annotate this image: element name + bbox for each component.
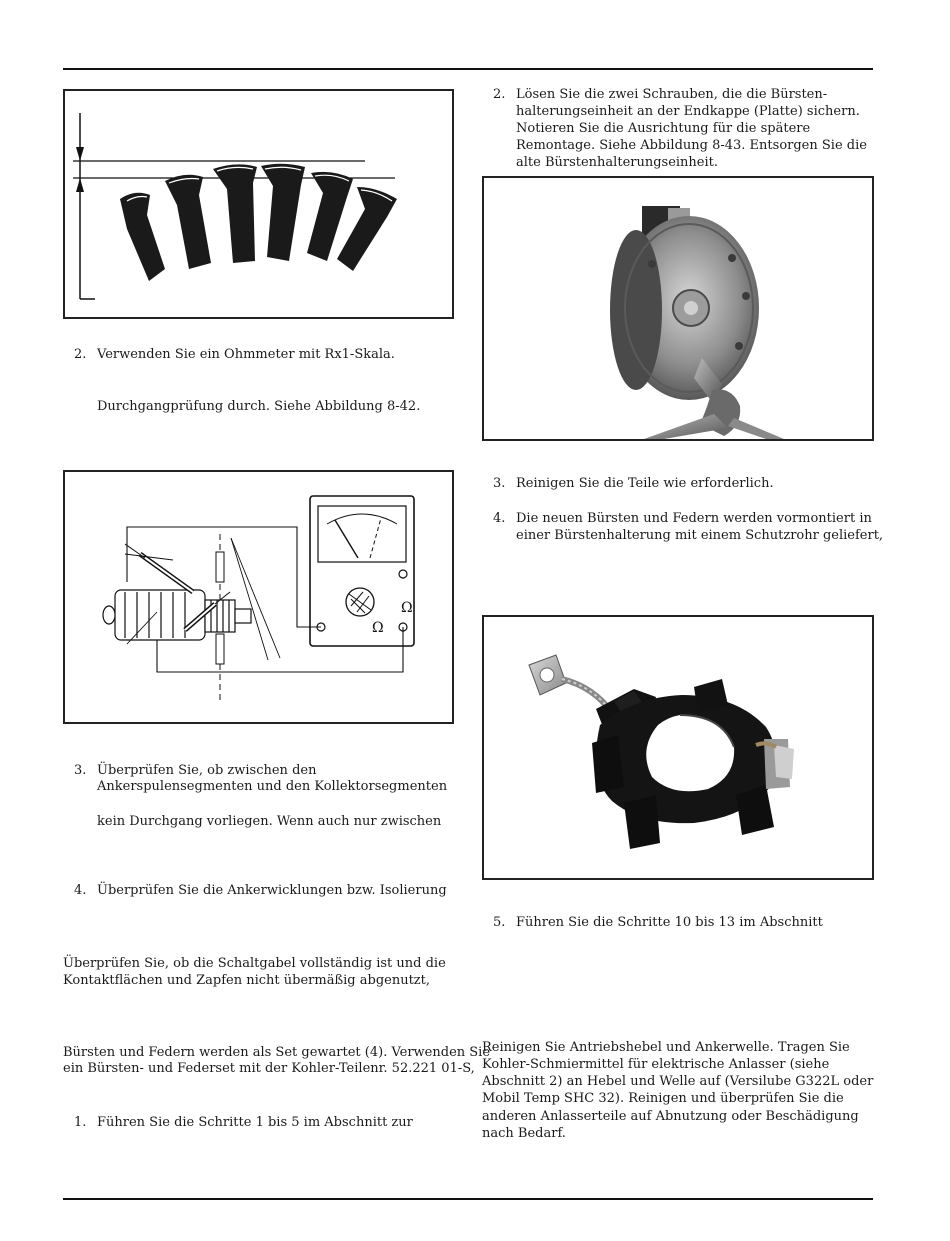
right-step-2-line-3: Notieren Sie die Ausrichtung für die spätere [516, 121, 811, 136]
right-step-4-line-1: Die neuen Bürsten und Federn werden vormontiert in [516, 511, 872, 526]
left-step-3-line-2: Ankerspulensegmenten und den Kollektorsegmenten [97, 779, 448, 794]
left-step-3-number: 3. [74, 763, 87, 778]
left-step-1-line-1: Führen Sie die Schritte 1 bis 5 im Abschnitt zur [97, 1115, 413, 1130]
right-step-3-line-1: Reinigen Sie die Teile wie erforderlich. [516, 476, 774, 491]
right-step-2-line-5: alte Bürstenhalterungseinheit. [516, 155, 719, 170]
right-step-4-number: 4. [493, 511, 506, 526]
ohmmeter-diagram [65, 472, 452, 722]
right-step-2-line-1: Lösen Sie die zwei Schrauben, die die Bürsten- [516, 87, 828, 102]
right-para-line-2: Kohler-Schmiermittel für elektrische Anlasser (siehe [482, 1057, 830, 1072]
top-rule [63, 68, 873, 70]
figure-commutator-segments [63, 89, 454, 319]
right-step-2-line-4: Remontage. Siehe Abbildung 8-43. Entsorgen Sie die [516, 138, 867, 153]
right-para-line-1: Reinigen Sie Antriebshebel und Ankerwelle. Tragen Sie [482, 1040, 850, 1055]
figure-ohmmeter-test [63, 470, 454, 724]
brush-holder-photo [484, 617, 872, 878]
right-step-5-line-1: Führen Sie die Schritte 10 bis 13 im Abschnitt [516, 915, 823, 930]
endcap-photo [484, 178, 872, 439]
left-step-2-line-2: Durchgangprüfung durch. Siehe Abbildung 8-42. [97, 399, 421, 414]
right-step-4-line-2: einer Bürstenhalterung mit einem Schutzrohr geliefert, [516, 528, 884, 543]
left-step-1-number: 1. [74, 1115, 87, 1130]
right-step-5-number: 5. [493, 915, 506, 930]
commutator-diagram [65, 91, 452, 317]
right-para-line-5: anderen Anlasserteile auf Abnutzung oder Beschädigung [482, 1109, 859, 1124]
ohm-symbol-upper: Ω [401, 600, 413, 616]
left-step-2-number: 2. [74, 347, 87, 362]
left-para-2-line-1: Bürsten und Federn werden als Set gewartet (4). Verwenden Sie [63, 1045, 491, 1060]
left-para-1-line-2: Kontaktflächen und Zapfen nicht übermäßig abgenutzt, [63, 973, 431, 988]
ohm-symbol-lower: Ω [372, 620, 384, 636]
right-step-2-number: 2. [493, 87, 506, 102]
right-step-2-line-2: halterungseinheit an der Endkappe (Platte) sichern. [516, 104, 860, 119]
left-para-2-line-2: ein Bürsten- und Federset mit der Kohler-Teilenr. 52.221 01-S, [63, 1061, 475, 1076]
figure-new-brush-holder-photo [482, 615, 874, 880]
right-para-line-3: Abschnitt 2) an Hebel und Welle auf (Versilube G322L oder [482, 1074, 874, 1089]
figure-brush-holder-removal-photo [482, 176, 874, 441]
left-step-4-number: 4. [74, 883, 87, 898]
left-step-3-line-3: kein Durchgang vorliegen. Wenn auch nur zwischen [97, 814, 442, 829]
right-step-3-number: 3. [493, 476, 506, 491]
left-para-1-line-1: Überprüfen Sie, ob die Schaltgabel vollständig ist und die [63, 956, 446, 971]
left-step-2-line-1: Verwenden Sie ein Ohmmeter mit Rx1-Skala. [97, 347, 395, 362]
right-para-line-4: Mobil Temp SHC 32). Reinigen und überprüfen Sie die [482, 1091, 844, 1106]
left-step-3-line-1: Überprüfen Sie, ob zwischen den [97, 763, 317, 778]
left-step-4-line-1: Überprüfen Sie die Ankerwicklungen bzw. Isolierung [97, 883, 447, 898]
bottom-rule [63, 1198, 873, 1200]
right-para-line-6: nach Bedarf. [482, 1126, 566, 1141]
